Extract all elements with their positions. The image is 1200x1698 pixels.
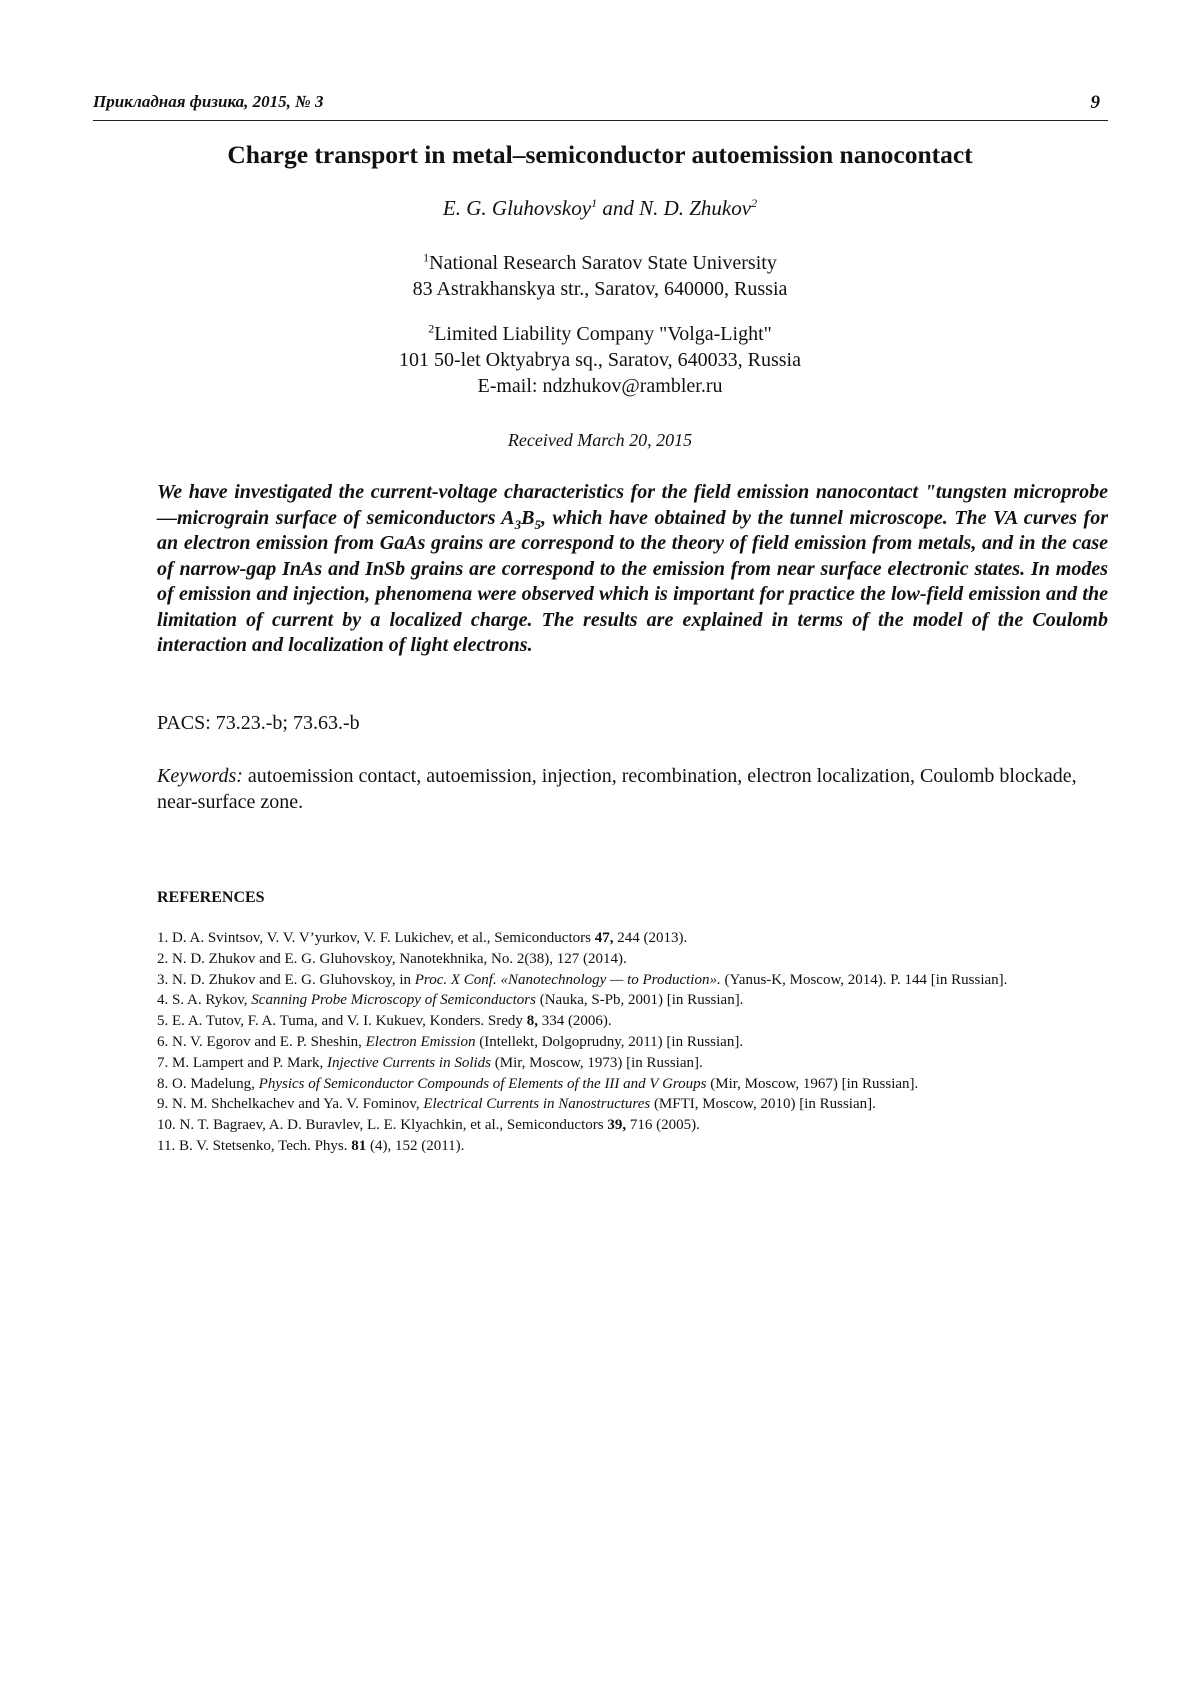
journal-name: Прикладная физика, 2015, № 3 bbox=[93, 92, 324, 111]
abstract bbox=[157, 480, 1108, 659]
affiliation-1-sup: 1 bbox=[423, 250, 430, 265]
abstract-text-2: , which have obtained by the tunnel microscope. The VA curves for an electron emission from GaAs grains are correspond to the theory of field emission from metals, and in the case of narrow-gap InAs and InSb grains are correspond to the emission from near surface electronic states. In modes of emission and injection, phenomena were observed which is important for practice the low-field emission and the limitation of current by a localized charge. The results are explained in terms of the model of the Coulomb interaction and localization of light electrons. bbox=[157, 506, 1108, 656]
abstract-text-1: We have investigated the current-voltage characteristics for the field emission nanocontact "tungsten microprobe—micrograin surface of semiconductors A bbox=[157, 481, 1108, 529]
reference-item: 8. O. Madelung, Physics of Semiconductor Compounds of Elements of the III and V Groups (Mir, Moscow, 1967) [in Russian]. bbox=[157, 1075, 919, 1092]
references-list bbox=[157, 928, 1108, 1157]
reference-item: 9. N. M. Shchelkachev and Ya. V. Fominov, Electrical Currents in Nanostructures (MFTI, Moscow, 2010) [in Russian]. bbox=[157, 1096, 876, 1113]
page-number: 9 bbox=[1090, 92, 1100, 113]
affiliation-2-address: 101 50-let Oktyabrya sq., Saratov, 640033, Russia bbox=[399, 349, 801, 371]
abstract-text-b: B bbox=[521, 506, 535, 529]
paper-title: Charge transport in metal–semiconductor autoemission nanocontact bbox=[227, 140, 973, 169]
keywords bbox=[157, 763, 1108, 815]
and-word: and bbox=[602, 196, 634, 220]
keywords-text: autoemission contact, autoemission, injection, recombination, electron localization, Coulomb blockade, near-surface zone. bbox=[157, 765, 1077, 813]
affiliation-1 bbox=[0, 250, 1200, 302]
abstract-sub-3: 3 bbox=[514, 516, 522, 532]
references-heading: REFERENCES bbox=[157, 889, 265, 906]
affiliation-1-name: National Research Saratov State University bbox=[429, 252, 777, 274]
author-2-sup: 2 bbox=[751, 196, 758, 210]
reference-item: 11. B. V. Stetsenko, Tech. Phys. 81 (4), 152 (2011). bbox=[157, 1137, 465, 1154]
keywords-label: Keywords: bbox=[157, 765, 243, 787]
reference-item: 3. N. D. Zhukov and E. G. Gluhovskoy, in Proc. X Conf. «Nanotechnology — to Production». (Yanus-K, Moscow, 2014). P. 144 [in Russian]. bbox=[157, 971, 1008, 988]
reference-item: 5. E. A. Tutov, F. A. Tuma, and V. I. Kukuev, Konders. Sredy 8, 334 (2006). bbox=[157, 1013, 612, 1030]
reference-item: 2. N. D. Zhukov and E. G. Gluhovskoy, Nanotekhnika, No. 2(38), 127 (2014). bbox=[157, 950, 627, 967]
affiliation-2-sup: 2 bbox=[428, 321, 435, 336]
reference-item: 6. N. V. Egorov and E. P. Sheshin, Electron Emission (Intellekt, Dolgoprudny, 2011) [in Russian]. bbox=[157, 1033, 744, 1050]
pacs-codes: PACS: 73.23.-b; 73.63.-b bbox=[157, 712, 360, 734]
running-header bbox=[93, 92, 1108, 121]
abstract-sub-5: 5 bbox=[534, 516, 541, 532]
affiliation-1-address: 83 Astrakhanskya str., Saratov, 640000, Russia bbox=[412, 278, 788, 300]
reference-item: 4. S. A. Rykov, Scanning Probe Microscopy of Semiconductors (Nauka, S-Pb, 2001) [in Russian]. bbox=[157, 992, 744, 1009]
contact-email: E-mail: ndzhukov@rambler.ru bbox=[477, 375, 723, 397]
reference-item: 7. M. Lampert and P. Mark, Injective Currents in Solids (Mir, Moscow, 1973) [in Russian]. bbox=[157, 1054, 703, 1071]
authors bbox=[0, 196, 1200, 221]
affiliation-2-name: Limited Liability Company "Volga-Light" bbox=[434, 323, 772, 345]
received-date: Received March 20, 2015 bbox=[507, 430, 693, 450]
affiliation-2 bbox=[0, 321, 1200, 399]
author-1-sup: 1 bbox=[591, 196, 598, 210]
author-1: E. G. Gluhovskoy bbox=[442, 196, 592, 220]
author-2: N. D. Zhukov bbox=[639, 196, 752, 220]
reference-item: 1. D. A. Svintsov, V. V. V’yurkov, V. F. Lukichev, et al., Semiconductors 47, 244 (2013). bbox=[157, 930, 688, 946]
reference-item: 10. N. T. Bagraev, A. D. Buravlev, L. E. Klyachkin, et al., Semiconductors 39, 716 (2005). bbox=[157, 1117, 700, 1134]
